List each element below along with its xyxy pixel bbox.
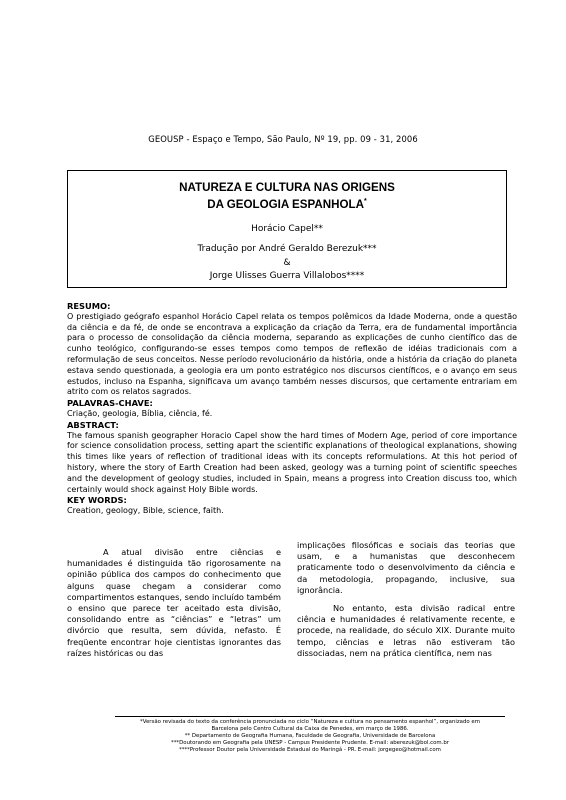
footnotes: [115, 719, 505, 754]
author-name: Horácio Capel**: [251, 224, 323, 234]
resumo-heading: RESUMO:: [67, 301, 111, 311]
body-paragraph: No entanto, esta divisão radical entre ciência e humanidades é relativamente recente, e procede, na realidade, do século XIX. Durante muito tempo, ciências e letras não estiveram tão dissociadas, nem na prática científica, nem nas: [297, 603, 515, 658]
title-box: [67, 170, 507, 288]
footnote: ****Professor Doutor pela Universidade Estadual do Maringá - PR. E-mail: jorgegeo@hotmail.com: [179, 747, 441, 754]
body-paragraph: implicações filosóficas e sociais das teorias que usam, e a humanistas que desconhecem praticamente todo o desenvolvimento da ciência e da metodologia, propagando, inclusive, sua ignorância.: [297, 540, 515, 595]
title-line-1: NATUREZA E CULTURA NAS ORIGENS: [179, 181, 395, 194]
abstract-block: [67, 301, 517, 517]
palavras-chave-heading: PALAVRAS-CHAVE:: [67, 398, 153, 409]
ampersand: &: [283, 257, 291, 268]
footnote-divider: [115, 716, 505, 717]
translation-credit: Tradução por André Geraldo Berezuk***: [197, 244, 377, 254]
key-words-text: Creation, geology, Bible, science, faith.: [67, 506, 224, 516]
abstract-text: The famous spanish geographer Horacio Capel show the hard times of Modern Age, period of core importance for science consolidation process, setting apart the scientific explanations of theological explanations, showing this times like years of reflection of traditional ideas with its concepts reformulations. At this hot period of history, where the story of Earth Creation had been asked, geology was a turning point of scientific speeches and the development of geology studies, included in Spain, means a progress into Creation discuss too, which certainly would shock against Holy Bible words.: [67, 430, 517, 494]
running-header: GEOUSP - Espaço e Tempo, São Paulo, Nº 19, pp. 09 - 31, 2006: [148, 134, 418, 144]
palavras-chave-text: Criação, geologia, Bíblia, ciência, fé.: [67, 408, 213, 418]
footnote: *Versão revisada do texto da conferência pronunciada no ciclo “Natureza e cultura no pensamento espanhol”, organizado em: [140, 719, 480, 725]
translator-2: Jorge Ulisses Guerra Villalobos****: [209, 271, 365, 281]
resumo-text: O prestigiado geógrafo espanhol Horácio Capel relata os tempos polêmicos da Idade Moderna, onde a questão da ciência e da fé, de onde se encontrava a explicação da criação da Terra, era de fundamental importância para o processo de consolidação da ciência moderna, separando as explicações de cunho científico das de cunho teológico, configurando-se esses tempos como tempos de reflexão de idéias tradicionais com a reformulação de seus conceitos. Nesse período revolucionário da história, onde a história da criação do planeta estava sendo questionada, a geologia era um ponto estratégico nos discursos científicos, e o avanço em seus estudos, incluso na Espanha, significava um avanço também nesses discursos, que certamente entrariam em atrito com os relatos sagrados.: [67, 311, 517, 397]
body-paragraph: A atual divisão entre ciências e humanidades é distinguida tão rigorosamente na opinião pública dos campos do conhecimento que alguns quase chegam a considerar como compartimentos estanques, sendo incluído também o ensino que parece ter aceitado esta divisão, consolidando entre as “ciências” e “letras” um divórcio que resulta, sem dúvida, nefasto. É freqüente encontrar hoje cientistas ignorantes das raízes históricas ou das: [67, 547, 281, 658]
title-line-2: [68, 195, 506, 212]
key-words-heading: KEY WORDS:: [67, 495, 127, 506]
title-line-2-text: DA GEOLOGIA ESPANHOLA: [207, 197, 364, 211]
abstract-heading: ABSTRACT:: [67, 419, 119, 430]
footnote: Barcelona pelo Centro Cultural da Caixa de Penedes, em março de 1986.: [211, 726, 409, 733]
translators: [68, 243, 506, 284]
footnote: ***Doutorando em Geografia pela UNESP - Campus Presidente Prudente. E-mail: aberezuk@bol.com.br: [171, 740, 449, 747]
article-title: [68, 181, 506, 212]
body-column-right: [297, 540, 515, 659]
title-footnote-mark: *: [364, 198, 367, 205]
body-column-left: [67, 547, 281, 659]
footnote: ** Departamento de Geografia Humana, Faculdade de Geografia, Universidade de Barcelona: [184, 733, 436, 740]
